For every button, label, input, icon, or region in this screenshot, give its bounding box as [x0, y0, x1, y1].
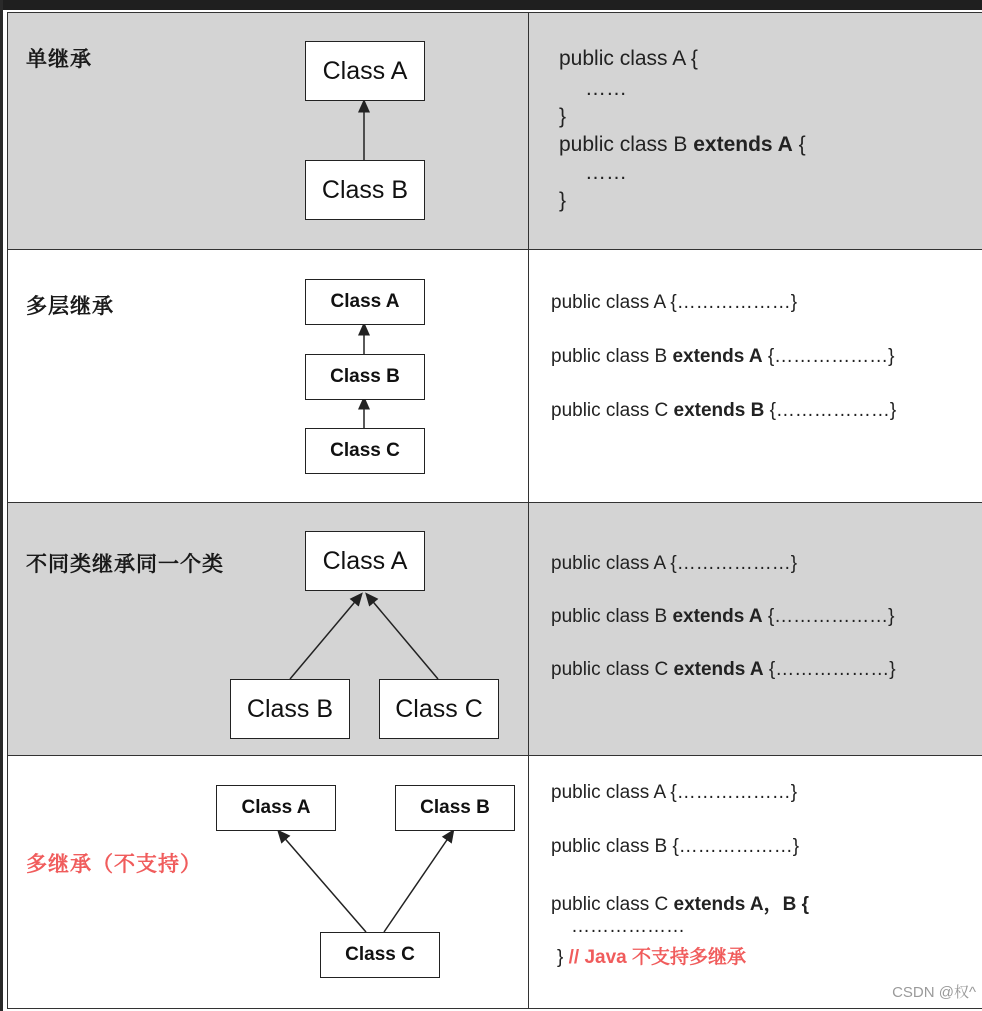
class-box: Class B	[395, 785, 515, 831]
unsupported-comment: // Java 不支持多继承	[568, 947, 747, 968]
diagram-cell	[8, 250, 529, 503]
arrow-c-to-b	[384, 834, 451, 932]
code-line: public class A {………………}	[551, 553, 798, 574]
row-multilevel-inheritance	[8, 250, 982, 503]
code-line: public class C extends B {………………}	[551, 400, 897, 421]
row-label: 不同类继承同一个类	[26, 552, 224, 576]
class-box: Class A	[305, 279, 425, 325]
code-line: public class C extends A {………………}	[551, 659, 896, 680]
arrows	[8, 13, 529, 249]
diagram-cell	[8, 756, 529, 1009]
code-cell	[529, 13, 982, 250]
code-line: public class C extends A，B {	[551, 894, 809, 915]
inheritance-table	[7, 12, 982, 1009]
code-line: public class B extends A {………………}	[551, 346, 895, 367]
window-left-edge	[0, 0, 3, 1011]
window-top-bar	[0, 0, 982, 10]
row-hierarchical-inheritance	[8, 503, 982, 756]
code-cell	[529, 250, 982, 503]
diagram-cell	[8, 13, 529, 250]
code-line: ……	[585, 161, 627, 184]
code-line: public class A {	[559, 47, 698, 70]
code-cell	[529, 503, 982, 756]
class-box: Class C	[379, 679, 499, 739]
class-box: Class B	[305, 160, 425, 220]
class-box: Class C	[305, 428, 425, 474]
row-label: 多层继承	[26, 294, 114, 318]
code-line: } // Java 不支持多继承	[557, 947, 747, 968]
code-line: public class A {………………}	[551, 782, 798, 803]
watermark: CSDN @权^	[892, 984, 976, 1001]
row-multiple-inheritance	[8, 756, 982, 1009]
code-line: public class B {………………}	[551, 836, 800, 857]
class-box: Class A	[305, 41, 425, 101]
class-box: Class B	[230, 679, 350, 739]
class-box: Class A	[305, 531, 425, 591]
arrows	[8, 250, 529, 502]
class-box: Class A	[216, 785, 336, 831]
row-single-inheritance	[8, 13, 982, 250]
row-label: 单继承	[26, 47, 92, 71]
code-line: public class B extends A {………………}	[551, 606, 895, 627]
class-box: Class C	[320, 932, 440, 978]
code-line: }	[559, 189, 567, 212]
code-line: public class A {………………}	[551, 292, 798, 313]
code-line: ……	[585, 77, 627, 100]
code-line: }	[559, 105, 567, 128]
arrow-c-to-a	[281, 834, 366, 932]
row-label: 多继承（不支持）	[26, 852, 202, 876]
arrow-b-to-a	[290, 597, 359, 679]
diagram-cell	[8, 503, 529, 756]
arrow-c-to-a	[369, 597, 438, 679]
code-line: public class B extends A {	[559, 133, 806, 156]
code-cell	[529, 756, 982, 1009]
code-line: ………………	[571, 916, 685, 937]
class-box: Class B	[305, 354, 425, 400]
